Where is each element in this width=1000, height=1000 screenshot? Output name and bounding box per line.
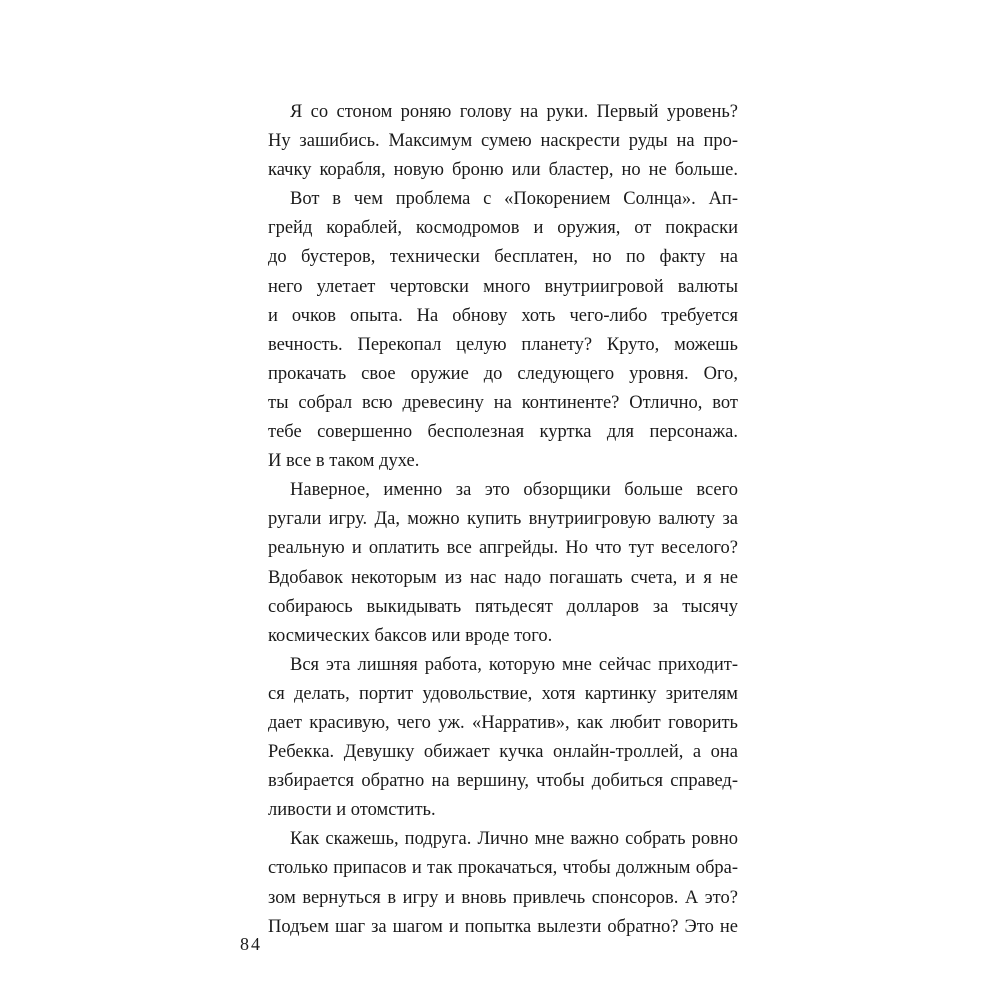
text-line: и очков опыта. На обнову хоть чего-либо требуется	[268, 305, 738, 326]
text-line: тебе совершенно бесполезная куртка для персонажа.	[268, 422, 738, 443]
text-line: Ребекка. Девушку обижает кучка онлайн-троллей, а она	[268, 742, 738, 763]
text-line: него улетает чертовски много внутриигровой валюты	[268, 276, 738, 297]
text-line: прокачать свое оружие до следующего уровня. Ого,	[268, 363, 738, 384]
text-line: Вдобавок некоторым из нас надо погашать счета, и я не	[268, 567, 738, 588]
text-line: грейд кораблей, космодромов и оружия, от покраски	[268, 218, 738, 239]
text-line: Подъем шаг за шагом и попытка вылезти обратно? Это не	[268, 916, 738, 937]
text-line: зом вернуться в игру и вновь привлечь спонсоров. А это?	[268, 887, 738, 908]
text-line: космических баксов или вроде того.	[268, 625, 553, 646]
text-line: качку корабля, новую броню или бластер, но не больше.	[268, 160, 738, 181]
text-line: взбирается обратно на вершину, чтобы добиться справед-	[268, 771, 738, 792]
text-line: И все в таком духе.	[268, 451, 420, 472]
text-line: ся делать, портит удовольствие, хотя картинку зрителям	[268, 683, 738, 704]
text-line: Как скажешь, подруга. Лично мне важно собрать ровно	[290, 829, 738, 850]
text-line: Я со стоном роняю голову на руки. Первый уровень?	[290, 102, 738, 122]
text-line: до бустеров, технически бесплатен, но по факту на	[268, 247, 738, 268]
body-text	[268, 98, 738, 942]
text-line: Наверное, именно за это обзорщики больше всего	[290, 480, 738, 501]
text-line: дает красивую, чего уж. «Нарратив», как любит говорить	[268, 712, 738, 733]
text-line: Ну зашибись. Максимум сумею наскрести руды на про-	[268, 131, 738, 152]
text-line: Вся эта лишняя работа, которую мне сейчас приходит-	[290, 654, 738, 675]
text-line: ливости и отомстить.	[268, 800, 436, 821]
page-number: 84	[240, 934, 262, 954]
text-line: вечность. Перекопал целую планету? Круто, можешь	[268, 334, 738, 355]
text-line: ты собрал всю древесину на континенте? Отлично, вот	[268, 392, 738, 413]
text-line: собираюсь выкидывать пятьдесят долларов за тысячу	[268, 596, 738, 617]
text-line: Вот в чем проблема с «Покорением Солнца». Ап-	[290, 189, 738, 210]
text-line: столько припасов и так прокачаться, чтобы должным обра-	[268, 858, 738, 879]
text-line: реальную и оплатить все апгрейды. Но что тут веселого?	[268, 538, 738, 559]
text-line: ругали игру. Да, можно купить внутриигровую валюту за	[268, 509, 738, 530]
